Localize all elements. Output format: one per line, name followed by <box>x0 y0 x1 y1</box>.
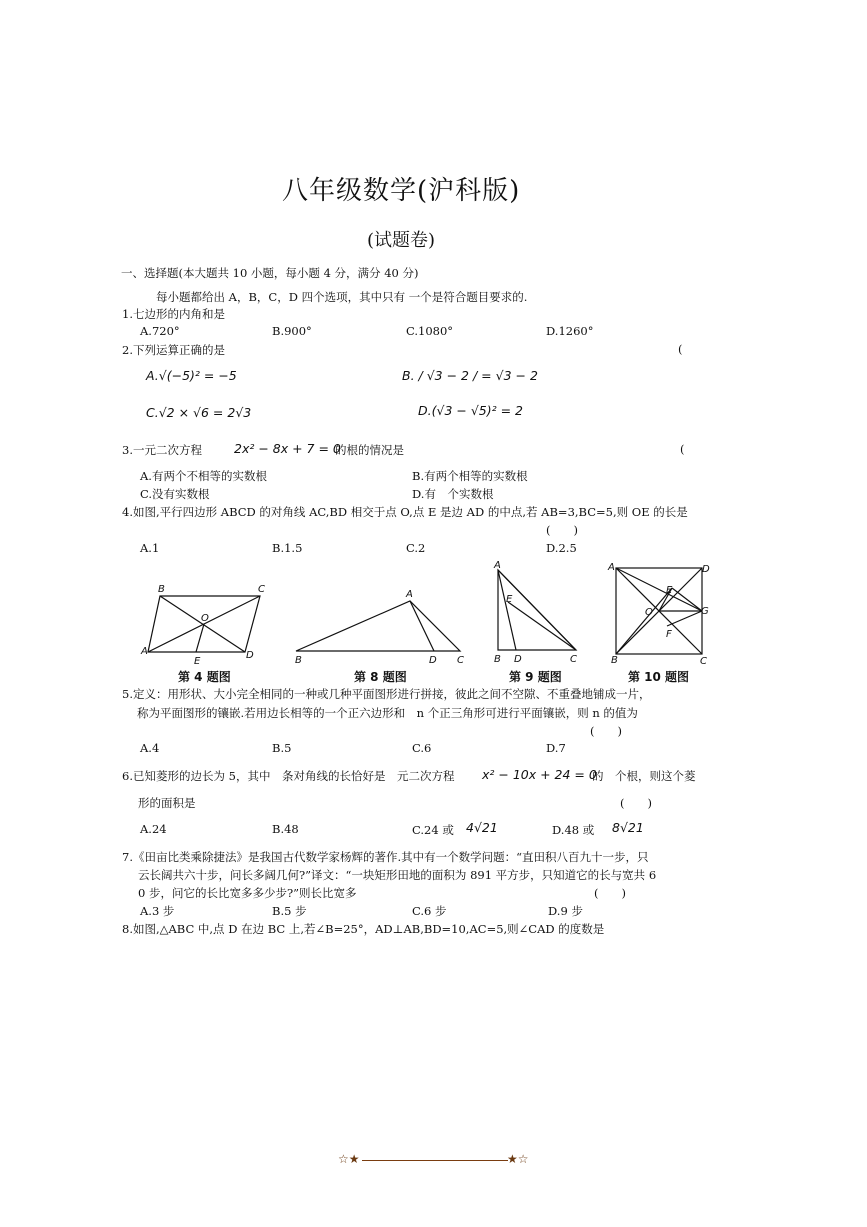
fig8-label-a: A <box>406 589 413 600</box>
footer-stars-right: ★☆ <box>507 1152 529 1166</box>
q3-option-a: A.有两个不相等的实数根 <box>140 469 267 483</box>
q6-paren: ( ) <box>620 796 652 810</box>
fig10-label-b: B <box>611 655 618 666</box>
q5-line2: 称为平面图形的镶嵌.若用边长相等的一个正六边形和 n 个正三角形可进行平面镶嵌，则 n 的值为 <box>137 706 638 720</box>
fig10-label-o: O <box>645 607 653 618</box>
fig4-caption: 第 4 题图 <box>178 670 231 684</box>
figure-9 <box>488 558 588 666</box>
q3-option-b: B.有两个相等的实数根 <box>412 469 528 483</box>
q4-option-b: B.1.5 <box>272 541 303 555</box>
figure-8 <box>290 585 470 665</box>
fig9-label-a: A <box>494 560 501 571</box>
q2-option-b: B. / √3 − 2 / = √3 − 2 <box>402 368 538 383</box>
q6-equation: x² − 10x + 24 = 0 <box>482 767 597 782</box>
fig8-label-d: D <box>429 655 437 665</box>
q4-option-d: D.2.5 <box>546 541 577 555</box>
q6-option-a: A.24 <box>140 822 167 836</box>
section-instruction: 每小题都给出 A，B，C，D 四个选项，其中只有 一个是符合题目要求的. <box>156 290 528 304</box>
fig9-caption: 第 9 题图 <box>509 670 562 684</box>
footer-stars-left: ☆★ <box>338 1152 360 1166</box>
fig10-label-f: F <box>666 629 672 640</box>
fig4-label-c: C <box>258 584 265 595</box>
fig10-label-c: C <box>700 656 707 667</box>
fig8-label-c: C <box>457 655 464 665</box>
q6-line2: 形的面积是 <box>138 796 196 810</box>
q6-stem-a: 6.已知菱形的边长为 5，其中 条对角线的长恰好是 元二次方程 <box>122 769 455 783</box>
footer-rule <box>362 1160 508 1161</box>
fig4-label-d: D <box>246 650 254 661</box>
q8-stem: 8.如图,△ABC 中,点 D 在边 BC 上,若∠B=25°，AD⊥AB,BD=10,AC=5,则∠CAD 的度数是 <box>122 922 605 936</box>
q2-paren: ( <box>678 342 683 356</box>
fig9-label-d: D <box>514 654 522 665</box>
q3-paren: ( <box>680 442 685 456</box>
fig10-caption: 第 10 题图 <box>628 670 690 684</box>
figure-10 <box>602 560 714 668</box>
q7-option-a: A.3 步 <box>140 904 175 918</box>
q6-stem-b: 的 个根，则这个菱 <box>592 769 696 783</box>
q7-paren: ( ) <box>594 886 626 900</box>
q6-option-b: B.48 <box>272 822 299 836</box>
q1-option-a: A.720° <box>140 324 180 338</box>
q3-option-d: D.有 个实数根 <box>412 487 494 501</box>
q6-option-c: C.24 或 <box>412 823 454 837</box>
q3-equation: 2x² − 8x + 7 = 0 <box>234 441 341 456</box>
q5-option-b: B.5 <box>272 741 292 755</box>
q2-option-a: A.√(−5)² = −5 <box>146 368 237 383</box>
q5-option-d: D.7 <box>546 741 566 755</box>
q1-stem: 1.七边形的内角和是 <box>122 307 225 321</box>
q1-option-d: D.1260° <box>546 324 594 338</box>
q3-option-c: C.没有实数根 <box>140 487 210 501</box>
fig10-label-g: G <box>701 606 709 617</box>
fig10-label-a: A <box>608 562 615 573</box>
q2-option-c: C.√2 × √6 = 2√3 <box>146 405 252 420</box>
q7-line2: 云长阔共六十步，问长多阔几何?”译文：“一块矩形田地的面积为 891 平方步，只知道它的长与宽共 6 <box>138 868 657 882</box>
fig4-label-b: B <box>158 584 165 595</box>
fig8-caption: 第 8 题图 <box>354 670 407 684</box>
page-subtitle: (试题卷) <box>367 230 436 251</box>
q5-line1: 5.定义：用形状、大小完全相同的一种或几种平面图形进行拼接，彼此之间不空隙、不重叠地铺成一片， <box>122 687 651 701</box>
fig10-label-e: E <box>666 585 673 596</box>
fig9-label-e: E <box>506 594 513 605</box>
q1-option-b: B.900° <box>272 324 312 338</box>
page-title: 八年级数学(沪科版) <box>282 176 521 206</box>
q1-option-c: C.1080° <box>406 324 454 338</box>
q4-option-c: C.2 <box>406 541 426 555</box>
q6-option-d-math: 8√21 <box>612 820 644 835</box>
q5-option-a: A.4 <box>140 741 160 755</box>
q7-option-b: B.5 步 <box>272 904 307 918</box>
q7-option-c: C.6 步 <box>412 904 447 918</box>
fig4-label-a: A <box>141 646 148 657</box>
fig10-label-d: D <box>702 564 710 575</box>
q2-stem: 2.下列运算正确的是 <box>122 343 225 357</box>
q4-stem: 4.如图,平行四边形 ABCD 的对角线 AC,BD 相交于点 O,点 E 是边 AD 的中点,若 AB=3,BC=5,则 OE 的长是 <box>122 505 688 519</box>
q7-line1: 7.《田亩比类乘除捷法》是我国古代数学家杨辉的著作.其中有一个数学问题：“直田积八百九十一步，只 <box>122 850 649 864</box>
q4-paren: ( ) <box>546 523 578 537</box>
fig4-label-o: O <box>201 613 209 624</box>
fig9-label-b: B <box>494 654 501 665</box>
figure-4 <box>140 580 270 670</box>
section-heading: 一、选择题(本大题共 10 小题，每小题 4 分，满分 40 分) <box>121 266 419 280</box>
q3-stem-b: 的根的情况是 <box>335 443 404 457</box>
fig8-label-b: B <box>295 655 302 665</box>
fig4-label-e: E <box>194 656 201 667</box>
q2-option-d: D.(√3 − √5)² = 2 <box>418 403 523 418</box>
q6-option-c-math: 4√21 <box>466 820 498 835</box>
q5-option-c: C.6 <box>412 741 432 755</box>
q3-stem-a: 3.一元二次方程 <box>122 443 202 457</box>
fig9-label-c: C <box>570 654 577 665</box>
q7-line3: 0 步，问它的长比宽多多少步?”则长比宽多 <box>138 886 357 900</box>
q7-option-d: D.9 步 <box>548 904 583 918</box>
q6-option-d: D.48 或 <box>552 823 595 837</box>
q4-option-a: A.1 <box>140 541 160 555</box>
q5-paren: ( ) <box>590 724 622 738</box>
